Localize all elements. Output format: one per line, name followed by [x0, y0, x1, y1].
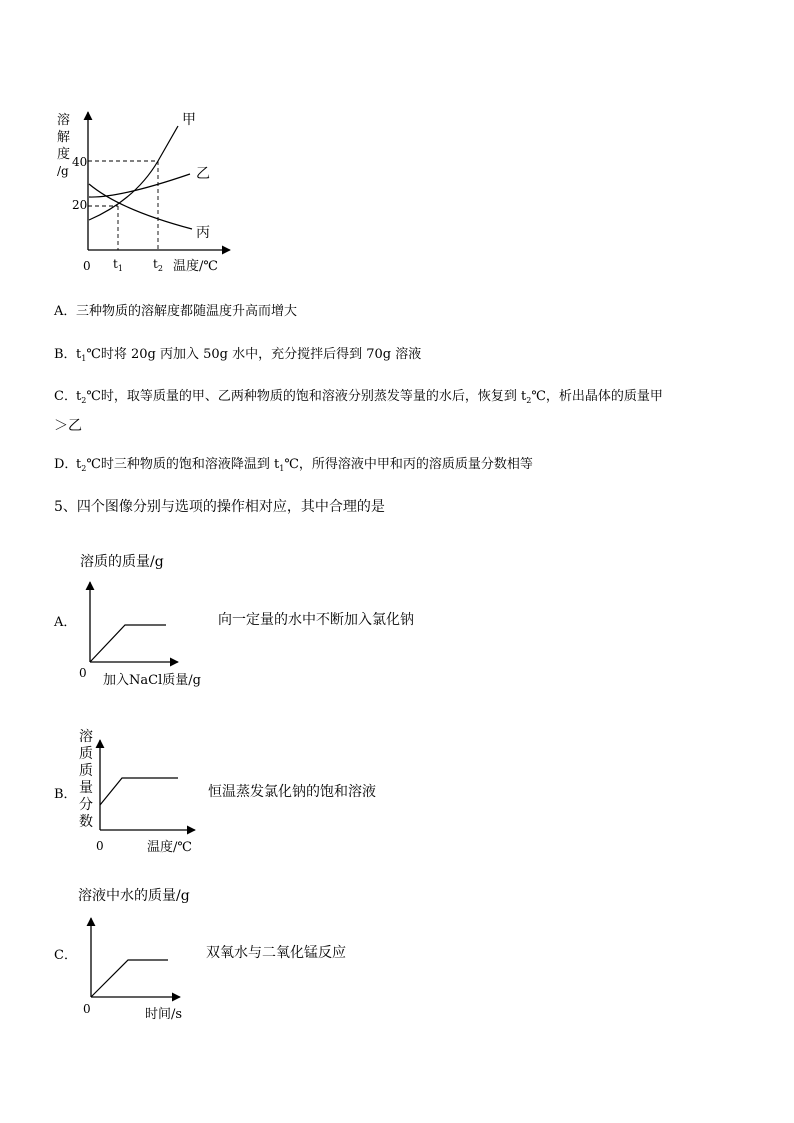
y-tick-label: 40 — [72, 155, 88, 169]
series-label-jia: 甲 — [182, 112, 196, 128]
option-text: ℃时三种物质的饱和溶液降温到 — [86, 457, 275, 472]
graph-b-y-label-char: 质 — [79, 746, 93, 762]
graph-b-y-label-char: 数 — [79, 814, 93, 830]
q5-option-b-desc: 恒温蒸发氯化钠的饱和溶液 — [208, 784, 376, 800]
graph-b-x-label: 温度/℃ — [147, 840, 192, 855]
option-text: ℃时将 20g 丙加入 50g 水中，充分搅拌后得到 70g 溶液 — [86, 347, 422, 362]
graph-c-x-label: 时间/s — [145, 1007, 183, 1022]
graph-b-origin: 0 — [96, 839, 104, 853]
temp-t2: t — [76, 389, 82, 404]
q4-option-a — [54, 298, 297, 326]
option-text: ℃，所得溶液中甲和丙的溶质质量分数相等 — [284, 457, 533, 472]
option-text-line2: ＞乙 — [54, 418, 82, 434]
q5-stem: 5、四个图像分别与选项的操作相对应，其中合理的是 — [54, 499, 385, 515]
option-text: ℃，析出晶体的质量甲 — [531, 389, 663, 404]
series-bing-curve — [89, 184, 192, 229]
y-axis-label-char: 解 — [57, 130, 71, 145]
temp-t2-sub: 2 — [81, 396, 87, 405]
q4-option-c — [54, 383, 754, 440]
option-letter: B． — [54, 347, 77, 362]
graph-a-line — [90, 625, 166, 662]
option-letter: A． — [54, 304, 77, 319]
graph-c-line — [91, 960, 168, 997]
q5-option-b-letter: B． — [54, 787, 77, 802]
y-tick-label: 20 — [72, 198, 88, 212]
q4-option-d — [54, 451, 533, 480]
temp-t2: t — [76, 457, 82, 472]
q5-option-c-desc: 双氧水与二氧化锰反应 — [206, 945, 346, 961]
origin-label: 0 — [83, 259, 91, 273]
q5-option-a-desc: 向一定量的水中不断加入氯化钠 — [218, 612, 414, 628]
series-label-bing: 丙 — [196, 225, 210, 241]
graph-b-y-label-char: 质 — [79, 763, 93, 779]
q4-option-b — [54, 341, 421, 370]
graph-a-origin: 0 — [79, 666, 87, 680]
graph-b-y-label-char: 溶 — [79, 729, 93, 745]
graph-b-y-label-char: 量 — [79, 780, 93, 796]
graph-b-line — [100, 778, 178, 805]
option-text: 三种物质的溶解度都随温度升高而增大 — [76, 304, 298, 319]
temp-t2: t — [521, 389, 527, 404]
temp-t1: t — [76, 347, 82, 362]
temp-t1-sub: 1 — [279, 464, 285, 473]
q5-option-a-letter: A． — [54, 615, 77, 630]
x-tick-t1: $t_1$ — [113, 257, 123, 273]
option-text: ℃时，取等质量的甲、乙两种物质的饱和溶液分别蒸发等量的水后，恢复到 — [86, 389, 522, 404]
temp-t2-sub: 2 — [81, 464, 87, 473]
temp-t2-sub: 2 — [526, 396, 532, 405]
option-letter: D． — [54, 457, 78, 472]
temp-t1-sub: 1 — [81, 354, 87, 363]
option-letter: C． — [54, 389, 77, 404]
graph-c-y-label: 溶液中水的质量/g — [78, 888, 190, 904]
graph-b-y-label-char: 分 — [79, 797, 93, 813]
y-axis-label-char: 度 — [57, 147, 71, 162]
x-axis-label: 温度/℃ — [173, 259, 218, 274]
graph-a-x-label: 加入NaCl质量/g — [103, 673, 201, 688]
temp-t1: t — [274, 457, 280, 472]
x-tick-t2: $t_2$ — [153, 257, 163, 273]
series-label-yi: 乙 — [196, 166, 210, 182]
q5-option-c-letter: C． — [54, 948, 77, 963]
y-axis-label-char: /g — [57, 164, 69, 178]
y-axis-label-char: 溶 — [57, 113, 71, 128]
graph-a-y-label: 溶质的质量/g — [80, 554, 164, 570]
graph-c-origin: 0 — [83, 1002, 91, 1016]
